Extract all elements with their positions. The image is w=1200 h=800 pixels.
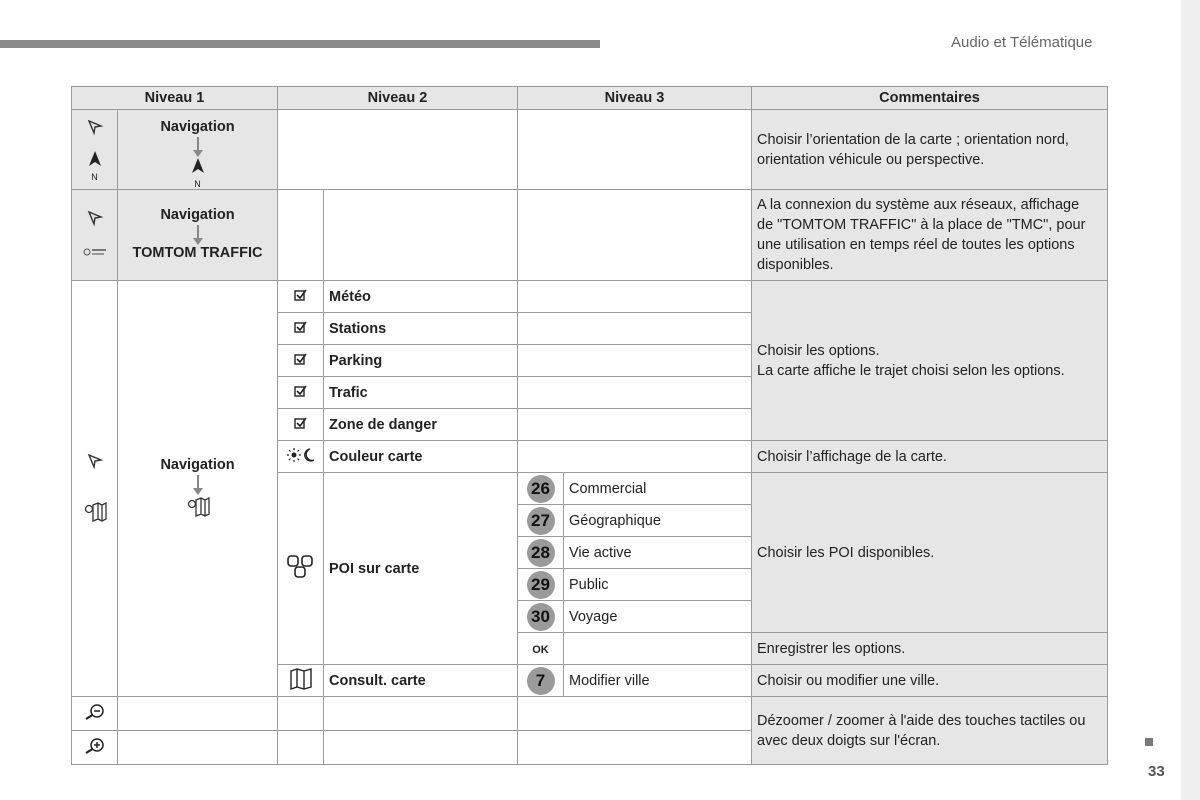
down-arrow-icon: [197, 137, 199, 151]
down-arrow-icon: [197, 225, 199, 239]
page-number: 33: [1148, 763, 1165, 780]
consult-number-badge: 7: [518, 665, 564, 697]
zoom-in-icon[interactable]: [72, 731, 118, 765]
checkbox-icon[interactable]: [278, 345, 324, 377]
poi-comment: Choisir les POI disponibles.: [752, 473, 1108, 633]
checkbox-icon[interactable]: [278, 409, 324, 441]
row1-level3-cell: [518, 110, 752, 190]
zoom-in-level2-icon: [278, 731, 324, 765]
poi-option[interactable]: POI sur carte: [324, 473, 518, 665]
header-niveau-2: Niveau 2: [278, 87, 518, 110]
north-letter: N: [194, 179, 201, 189]
row2-comment: A la connexion du système aux réseaux, affichage de "TOMTOM TRAFFIC" à la place de "TMC", pour une utilisation en temps réel de toutes les options disponibles.: [752, 190, 1108, 281]
header-bar: [0, 40, 600, 48]
navigation-icon: [86, 452, 104, 474]
row2-icon-cell: [72, 190, 118, 281]
modify-city-item[interactable]: Modifier ville: [564, 665, 752, 697]
option-stations-level3: [518, 313, 752, 345]
header-niveau-1: Niveau 1: [72, 87, 278, 110]
checkbox-icon[interactable]: [278, 281, 324, 313]
option-stations[interactable]: Stations: [324, 313, 518, 345]
ok-button[interactable]: OK: [518, 633, 564, 665]
north-arrow-icon: [190, 157, 206, 179]
poi-number-badge: 28: [518, 537, 564, 569]
day-night-icon[interactable]: [278, 441, 324, 473]
tomtom-traffic-label: TOMTOM TRAFFIC: [132, 245, 263, 261]
consult-map-option[interactable]: Consult. carte: [324, 665, 518, 697]
consult-comment: Choisir ou modifier une ville.: [752, 665, 1108, 697]
zoom-out-level1: [118, 697, 278, 731]
row2-level2-cell: [324, 190, 518, 281]
poi-item-voyage[interactable]: Voyage: [564, 601, 752, 633]
poi-number-badge: 26: [518, 473, 564, 505]
poi-item-public[interactable]: Public: [564, 569, 752, 601]
poi-item-geographique[interactable]: Géographique: [564, 505, 752, 537]
poi-item-commercial[interactable]: Commercial: [564, 473, 752, 505]
zoom-comment: Dézoomer / zoomer à l'aide des touches tactiles ou avec deux doigts sur l'écran.: [752, 697, 1108, 765]
option-trafic[interactable]: Trafic: [324, 377, 518, 409]
option-trafic-level3: [518, 377, 752, 409]
header-niveau-3: Niveau 3: [518, 87, 752, 110]
zoom-out-icon[interactable]: [72, 697, 118, 731]
option-parking-level3: [518, 345, 752, 377]
map-color-level3: [518, 441, 752, 473]
poi-number-badge: 27: [518, 505, 564, 537]
row1-level2-cell: [278, 110, 518, 190]
map-color-comment: Choisir l’affichage de la carte.: [752, 441, 1108, 473]
header-title: Audio et Télématique: [951, 34, 1093, 51]
option-zone-level3: [518, 409, 752, 441]
checkbox-icon[interactable]: [278, 377, 324, 409]
row2-navigation-label: Navigation: [160, 207, 235, 223]
navigation-icon: [86, 209, 104, 231]
ok-level3-cell: [564, 633, 752, 665]
row2-level3-cell: [518, 190, 752, 281]
option-parking[interactable]: Parking: [324, 345, 518, 377]
option-meteo[interactable]: Météo: [324, 281, 518, 313]
group-icon-cell: [72, 281, 118, 697]
tomtom-traffic-icon: [83, 245, 107, 261]
zoom-in-level3: [518, 731, 752, 765]
zoom-in-level2: [324, 731, 518, 765]
group-level1-cell: [118, 281, 278, 697]
header-commentaires: Commentaires: [752, 87, 1108, 110]
map-color-option[interactable]: Couleur carte: [324, 441, 518, 473]
corner-marker: [1145, 738, 1153, 746]
row2-level1-cell: [118, 190, 278, 281]
ok-comment: Enregistrer les options.: [752, 633, 1108, 665]
north-letter: N: [91, 171, 98, 182]
options-comment: Choisir les options. La carte affiche le trajet choisi selon les options.: [752, 281, 1108, 441]
poi-number-badge: 30: [518, 601, 564, 633]
zoom-in-level1: [118, 731, 278, 765]
zoom-out-level2-icon: [278, 697, 324, 731]
map-settings-icon: [186, 497, 210, 521]
option-meteo-level3: [518, 281, 752, 313]
north-arrow-icon: [87, 150, 103, 172]
zoom-out-level3: [518, 697, 752, 731]
option-zone-de-danger[interactable]: Zone de danger: [324, 409, 518, 441]
row1-level1-cell: [118, 110, 278, 190]
row1-navigation-label: Navigation: [160, 119, 235, 135]
navigation-icon: [86, 118, 104, 140]
map-book-icon[interactable]: [278, 665, 324, 697]
checkbox-icon[interactable]: [278, 313, 324, 345]
page-edge-strip: [1181, 0, 1200, 800]
row1-icon-cell: [72, 110, 118, 190]
poi-number-badge: 29: [518, 569, 564, 601]
down-arrow-icon: [197, 475, 199, 489]
poi-item-vie-active[interactable]: Vie active: [564, 537, 752, 569]
map-settings-icon: [83, 502, 107, 526]
row1-comment: Choisir l’orientation de la carte ; orientation nord, orientation véhicule ou perspective.: [752, 110, 1108, 190]
menu-table: [71, 86, 1108, 765]
row2-level2-icon-cell: [278, 190, 324, 281]
group-navigation-label: Navigation: [160, 456, 235, 473]
poi-icon[interactable]: [278, 473, 324, 665]
zoom-out-level2: [324, 697, 518, 731]
